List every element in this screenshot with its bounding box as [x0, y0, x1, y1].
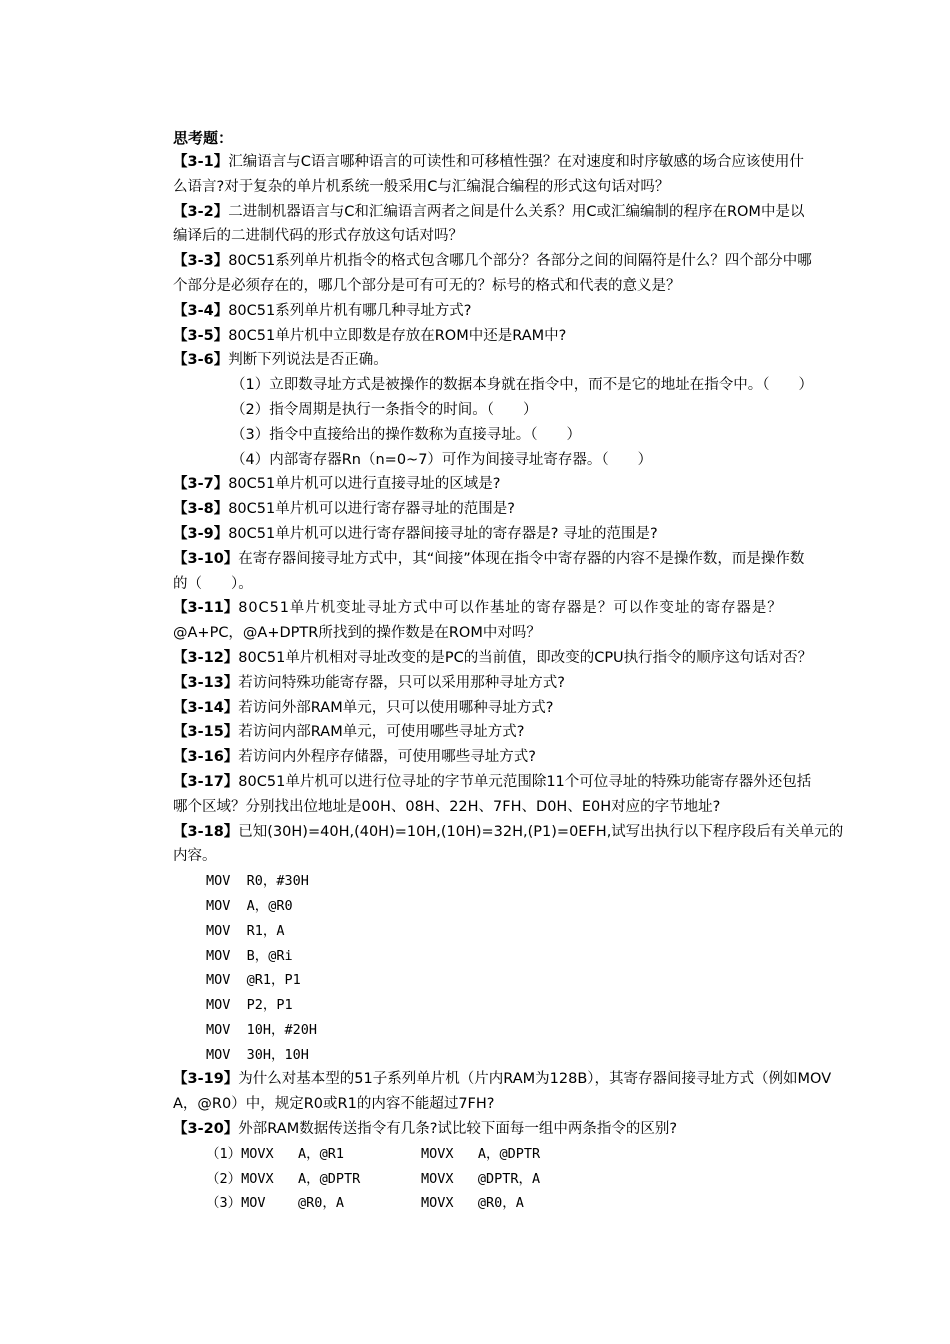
compare-left: （3）MOV @R0，A: [206, 1195, 345, 1212]
question-3-11: [173, 596, 895, 646]
question-text: 已知(30H)=40H,(40H)=10H,(10H)=32H,(P1)=0EFH,试写出执行以下程序段后有关单元的: [238, 823, 844, 840]
question-text: 80C51单片机可以进行直接寻址的区域是?: [228, 476, 501, 493]
compare-item: [173, 1167, 895, 1192]
code-line: MOV 30H，10H: [206, 1046, 309, 1063]
code-block: [173, 869, 895, 1067]
question-tag: 【3-14】: [173, 699, 239, 716]
question-3-6: [173, 348, 895, 373]
code-line: MOV R0，#30H: [206, 873, 309, 890]
judge-list: [173, 373, 895, 472]
question-list-3: [173, 1067, 895, 1141]
question-3-20: [173, 1117, 895, 1142]
question-3-16: [173, 745, 895, 770]
question-3-10: [173, 547, 895, 597]
question-tag: 【3-2】: [173, 203, 229, 220]
question-text: 判断下列说法是否正确。: [228, 352, 388, 369]
question-text-cont: 的（ ）。: [173, 575, 253, 592]
question-text: 80C51单片机变址寻址方式中可以作基址的寄存器是？可以作变址的寄存器是？: [238, 600, 783, 617]
compare-right: MOVX @R0，A: [421, 1195, 524, 1212]
question-list-2: [173, 472, 895, 869]
question-text: 80C51单片机可以进行位寻址的字节单元范围除11个可位寻址的特殊功能寄存器外还包括: [238, 773, 812, 790]
question-text: 汇编语言与C语言哪种语言的可读性和可移植性强？在对速度和时序敏感的场合应该使用什: [228, 154, 804, 170]
question-text-cont: 个部分是必须存在的，哪几个部分是可有可无的？标号的格式和代表的意义是？: [173, 277, 681, 294]
compare-right: MOVX @DPTR，A: [421, 1170, 541, 1187]
question-tag: 【3-5】: [173, 327, 229, 344]
question-3-5: [173, 324, 895, 349]
question-text: 80C51单片机中立即数是存放在ROM中还是RAM中?: [228, 327, 567, 344]
question-tag: 【3-13】: [173, 674, 239, 691]
question-3-7: [173, 472, 895, 497]
question-3-15: [173, 720, 895, 745]
compare-item: [173, 1142, 895, 1167]
question-3-18: [173, 820, 895, 870]
question-text: 若访问外部RAM单元，只可以使用哪种寻址方式?: [238, 699, 554, 716]
question-list-1: [173, 150, 895, 373]
question-tag: 【3-20】: [173, 1121, 239, 1138]
question-3-2: [173, 200, 895, 250]
question-text: 80C51系列单片机指令的格式包含哪几个部分？各部分之间的间隔符是什么？四个部分中哪: [228, 253, 812, 270]
question-tag: 【3-16】: [173, 749, 239, 766]
question-text-cont: A，@R0）中，规定R0或R1的内容不能超过7FH?: [173, 1096, 495, 1113]
judge-item: （4）内部寄存器Rn（n=0~7）可作为间接寻址寄存器。（ ）: [231, 451, 653, 468]
question-text: 为什么对基本型的51子系列单片机（片内RAM为128B），其寄存器间接寻址方式（例如MOV: [238, 1071, 832, 1088]
judge-item: （3）指令中直接给出的操作数称为直接寻址。（ ）: [231, 426, 581, 443]
question-text: 外部RAM数据传送指令有几条?试比较下面每一组中两条指令的区别?: [238, 1121, 678, 1138]
question-3-4: [173, 299, 895, 324]
question-3-9: [173, 522, 895, 547]
question-tag: 【3-10】: [173, 550, 239, 567]
question-text: 若访问内部RAM单元，可使用哪些寻址方式?: [238, 724, 525, 741]
question-3-8: [173, 497, 895, 522]
question-text-cont: 么语言?对于复杂的单片机系统一般采用C与汇编混合编程的形式这句话对吗？: [173, 178, 670, 195]
compare-left: （2）MOVX A，@DPTR: [206, 1170, 361, 1187]
compare-right: MOVX A，@DPTR: [421, 1145, 541, 1162]
question-text-cont: @A+PC，@A+DPTR所找到的操作数是在ROM中对吗？: [173, 625, 541, 642]
code-line: MOV P2，P1: [206, 997, 293, 1014]
question-text: 若访问内外程序存储器，可使用哪些寻址方式?: [238, 749, 536, 766]
question-text: 80C51单片机相对寻址改变的是PC的当前值，即改变的CPU执行指令的顺序这句话对否？: [238, 649, 813, 666]
question-tag: 【3-15】: [173, 724, 239, 741]
question-tag: 【3-4】: [173, 302, 229, 319]
question-tag: 【3-7】: [173, 476, 229, 493]
question-text-cont: 哪个区域？分别找出位地址是00H、08H、22H、7FH、D0H、E0H对应的字节地址?: [173, 798, 721, 815]
question-tag: 【3-12】: [173, 649, 239, 666]
document-page: [173, 126, 895, 1216]
question-text-cont: 内容。: [173, 848, 217, 865]
question-tag: 【3-8】: [173, 501, 229, 518]
question-3-17: [173, 770, 895, 820]
judge-item: （2）指令周期是执行一条指令的时间。（ ）: [231, 401, 538, 418]
question-3-1: [173, 150, 895, 200]
question-text: 若访问特殊功能寄存器，只可以采用那种寻址方式?: [238, 674, 565, 691]
question-tag: 【3-11】: [173, 600, 239, 617]
question-tag: 【3-3】: [173, 253, 229, 270]
question-tag: 【3-6】: [173, 352, 229, 369]
question-text: 80C51单片机可以进行寄存器寻址的范围是?: [228, 501, 515, 518]
code-line: MOV R1，A: [206, 922, 285, 939]
question-tag: 【3-17】: [173, 773, 239, 790]
question-text: 80C51单片机可以进行寄存器间接寻址的寄存器是? 寻址的范围是?: [228, 525, 658, 542]
question-text: 80C51系列单片机有哪几种寻址方式?: [228, 302, 472, 319]
question-3-14: [173, 696, 895, 721]
question-text: 在寄存器间接寻址方式中，其“间接”体现在指令中寄存器的内容不是操作数，而是操作数: [238, 550, 805, 567]
question-3-19: [173, 1067, 895, 1117]
code-line: MOV 10H，#20H: [206, 1021, 318, 1038]
question-tag: 【3-19】: [173, 1071, 239, 1088]
question-text: 二进制机器语言与C和汇编语言两者之间是什么关系？用C或汇编编制的程序在ROM中是以: [228, 203, 805, 220]
question-3-12: [173, 646, 895, 671]
code-line: MOV @R1，P1: [206, 972, 301, 989]
question-text-cont: 编译后的二进制代码的形式存放这句话对吗？: [173, 228, 463, 245]
judge-item: （1）立即数寻址方式是被操作的数据本身就在指令中，而不是它的地址在指令中。（ ）: [231, 377, 813, 394]
compare-list: [173, 1142, 895, 1216]
question-tag: 【3-1】: [173, 154, 229, 170]
compare-item: [173, 1191, 895, 1216]
question-3-3: [173, 249, 895, 299]
code-line: MOV A，@R0: [206, 897, 293, 914]
question-tag: 【3-18】: [173, 823, 239, 840]
page-heading: 思考题：: [173, 129, 234, 147]
code-line: MOV B，@Ri: [206, 947, 293, 964]
compare-left: （1）MOVX A，@R1: [206, 1145, 345, 1162]
question-3-13: [173, 671, 895, 696]
question-tag: 【3-9】: [173, 525, 229, 542]
